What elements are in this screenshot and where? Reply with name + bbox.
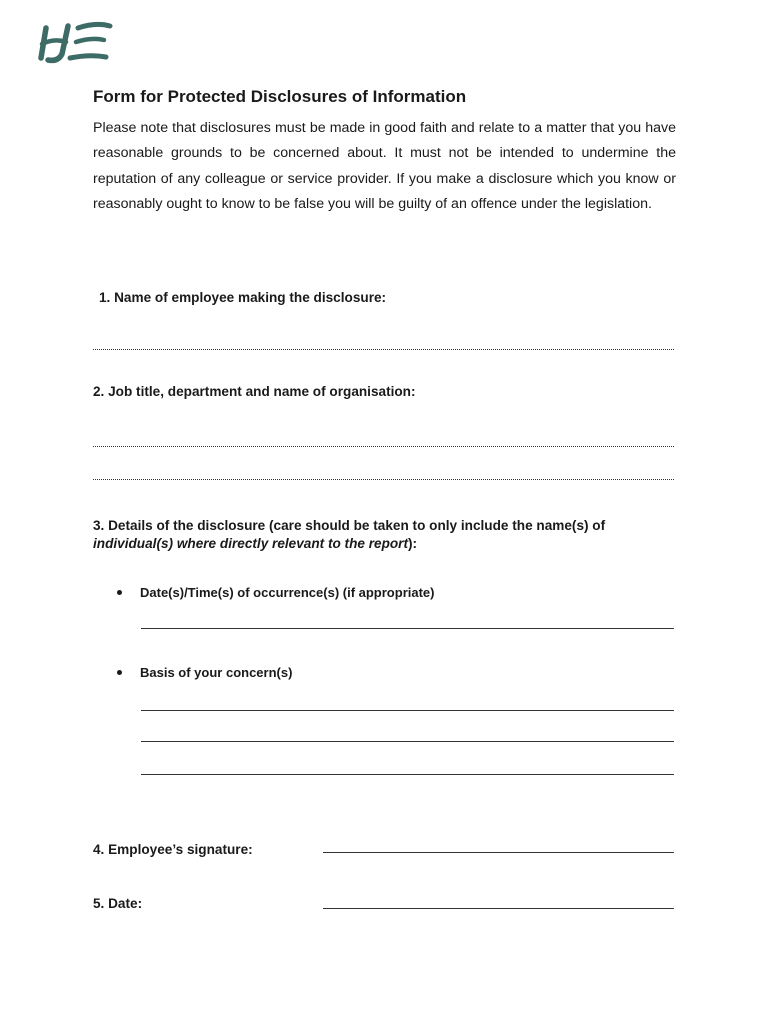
bullet-icon — [117, 590, 122, 595]
job-title-field-line-1[interactable] — [93, 446, 674, 447]
date-field[interactable] — [323, 908, 674, 909]
question-1-label: 1. Name of employee making the disclosure: — [99, 290, 387, 305]
form-title: Form for Protected Disclosures of Information — [93, 87, 467, 106]
question-3-italic-text: individual(s) where directly relevant to the report — [93, 536, 408, 551]
bullet-icon — [117, 670, 122, 675]
bullet-basis-label: Basis of your concern(s) — [140, 665, 293, 680]
question-3-text: 3. Details of the disclosure (care should be taken to only include the name(s) of — [93, 518, 606, 533]
intro-paragraph: Please note that disclosures must be made in good faith and relate to a matter that you have reasonable grounds to be concerned about. It must not be intended to undermine the reputation of any colleague or service provider. If you make a disclosure which you know or reasonably ought to know to be false you will be guilty of an offence under the legislation. — [93, 120, 676, 212]
basis-field-line-2[interactable] — [141, 741, 674, 742]
job-title-field-line-2[interactable] — [93, 479, 674, 480]
employee-name-field[interactable] — [93, 349, 674, 350]
signature-field[interactable] — [323, 852, 674, 853]
question-4-label: 4. Employee’s signature: — [93, 842, 253, 857]
date-time-field[interactable] — [141, 628, 674, 629]
question-3-suffix: ): — [408, 536, 418, 551]
bullet-date-time-label: Date(s)/Time(s) of occurrence(s) (if appropriate) — [140, 585, 435, 600]
hse-logo — [38, 20, 114, 64]
question-5-label: 5. Date: — [93, 896, 143, 911]
question-3-label — [93, 517, 683, 553]
basis-field-line-3[interactable] — [141, 774, 674, 775]
question-2-label: 2. Job title, department and name of organisation: — [93, 384, 416, 399]
basis-field-line-1[interactable] — [141, 710, 674, 711]
